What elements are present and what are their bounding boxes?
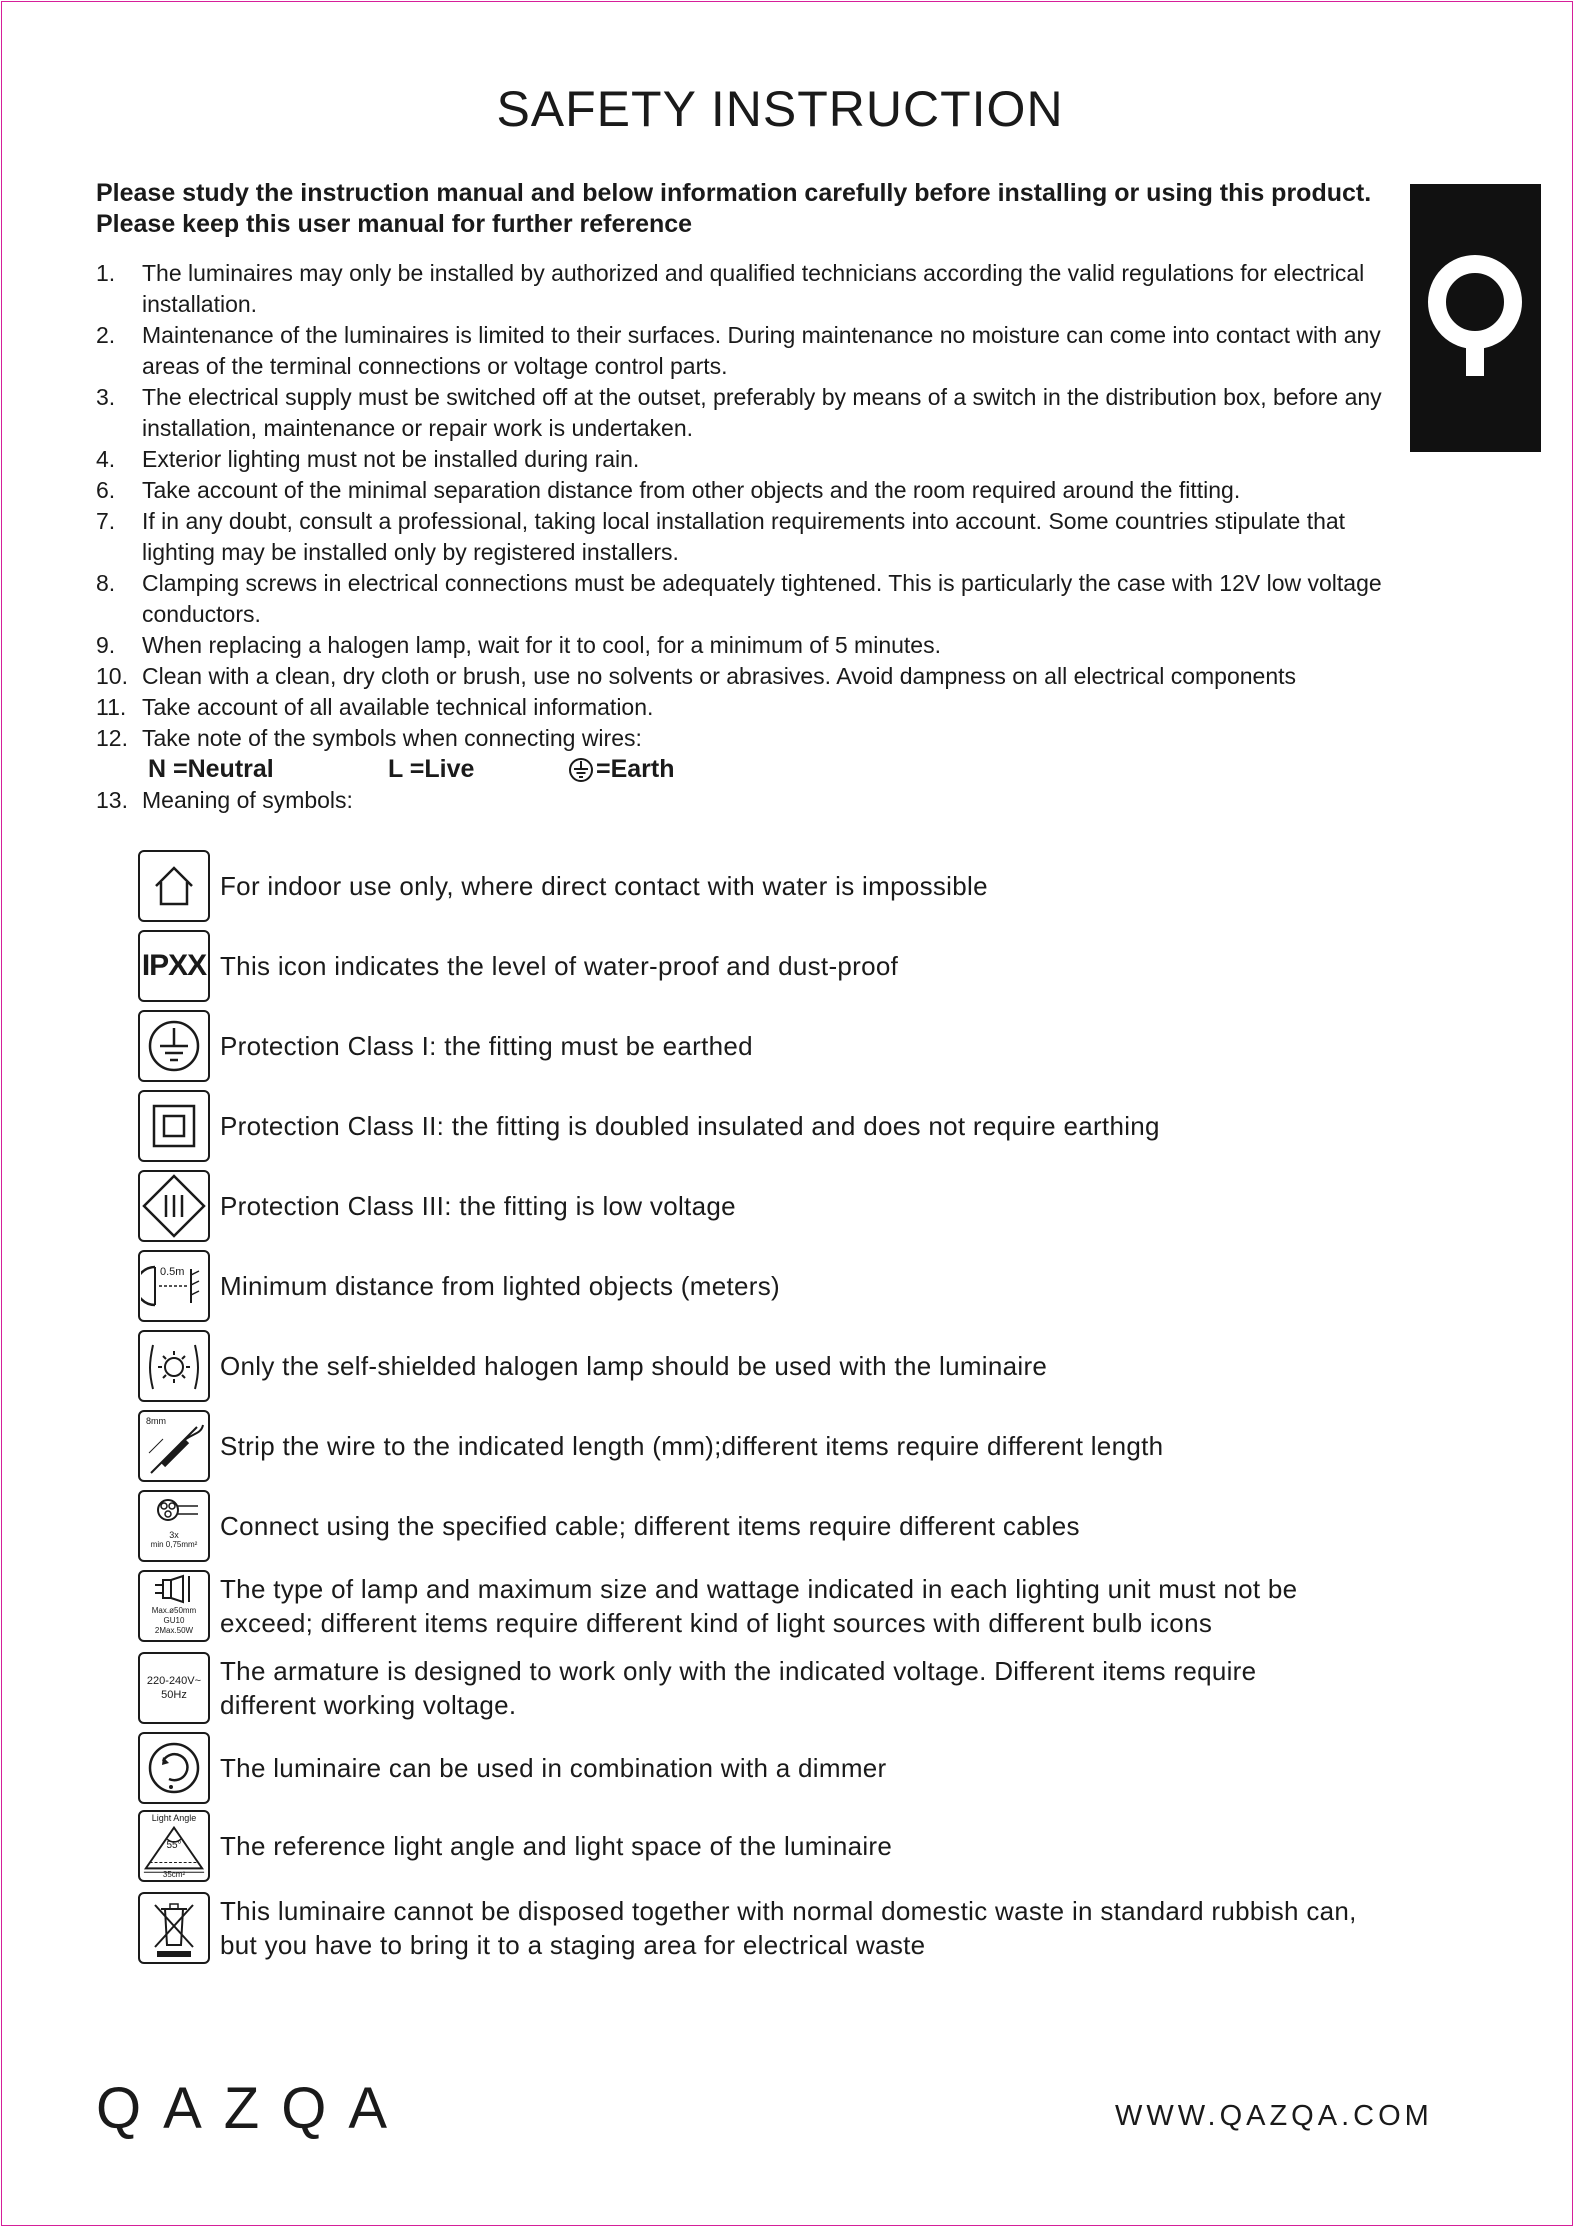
- item-number: 6.: [96, 477, 116, 503]
- list-item: [96, 723, 1416, 754]
- instruction-list: [96, 258, 1416, 816]
- item-text: Take account of the minimal separation distance from other objects and the room required around the fitting.: [142, 477, 1241, 503]
- wire-symbols: [148, 754, 1416, 785]
- cable-count-label: 3x: [169, 1530, 179, 1540]
- symbol-row: [138, 1330, 1047, 1402]
- item-text: Maintenance of the luminaires is limited to their surfaces. During maintenance no moisture can come into contact with any areas of the terminal connections or voltage control parts.: [142, 322, 1381, 379]
- lamp-type-label: GU10: [163, 1616, 185, 1625]
- symbol-row: [138, 850, 988, 922]
- brand-q-icon: [1410, 184, 1541, 452]
- item-number: 13.: [96, 787, 128, 813]
- page-title: SAFETY INSTRUCTION: [496, 81, 1064, 137]
- earth-symbol-icon: [568, 757, 594, 783]
- wire-strip-icon: [138, 1410, 210, 1482]
- item-text: If in any doubt, consult a professional, taking local installation requirements into account. Some countries stipulate that lighting may be installed only by registered installers.: [142, 508, 1346, 565]
- list-item: [96, 475, 1416, 506]
- symbol-description: Minimum distance from lighted objects (meters): [220, 1271, 780, 1301]
- ipxx-icon: [138, 930, 210, 1002]
- symbol-row: [138, 1892, 1380, 1964]
- symbol-row: [138, 1010, 753, 1082]
- item-number: 11.: [96, 694, 127, 720]
- symbol-description: For indoor use only, where direct contact with water is impossible: [220, 871, 988, 901]
- item-number: 9.: [96, 632, 116, 658]
- list-item: [96, 630, 1416, 661]
- symbol-row: [138, 1250, 780, 1322]
- live-label: L =Live: [388, 755, 475, 783]
- item-text: Clamping screws in electrical connections must be adequately tightened. This is particularly the case with 12V low voltage conductors.: [142, 570, 1382, 627]
- lamp-wattage-label: 2Max.50W: [154, 1626, 194, 1635]
- item-text: The luminaires may only be installed by authorized and qualified technicians according the valid regulations for electrical installation.: [142, 260, 1365, 317]
- symbol-description: This icon indicates the level of water-proof and dust-proof: [220, 951, 899, 981]
- symbol-row: [138, 1490, 1080, 1562]
- item-number: 1.: [96, 260, 116, 286]
- halogen-lamp-icon: [138, 1330, 210, 1402]
- symbol-description: Protection Class II: the fitting is doubled insulated and does not require earthing: [220, 1111, 1160, 1141]
- distance-label: 0.5m: [160, 1266, 185, 1278]
- symbol-description: The armature is designed to work only with the indicated voltage. Different items require different working voltage.: [220, 1656, 1257, 1720]
- symbol-description: Protection Class I: the fitting must be earthed: [220, 1031, 753, 1061]
- double-square-icon: [138, 1090, 210, 1162]
- item-number: 3.: [96, 384, 116, 410]
- symbol-description: Only the self-shielded halogen lamp should be used with the luminaire: [220, 1351, 1048, 1381]
- item-number: 12.: [96, 725, 128, 751]
- qazqa-logo: QAZQA: [96, 2076, 410, 2141]
- voltage-label: 220-240V~: [146, 1675, 202, 1687]
- symbol-row: [138, 930, 898, 1002]
- item-text: Clean with a clean, dry cloth or brush, use no solvents or abrasives. Avoid dampness on all electrical components: [142, 663, 1297, 689]
- angle-value: 55°: [166, 1840, 182, 1851]
- list-item: [96, 785, 1416, 816]
- symbol-description: Connect using the specified cable; different items require different cables: [220, 1511, 1080, 1541]
- symbol-row: [138, 1570, 1340, 1642]
- list-item: [96, 320, 1416, 382]
- item-number: 4.: [96, 446, 116, 472]
- symbol-row: [138, 1732, 887, 1804]
- strip-length-label: 8mm: [146, 1416, 166, 1426]
- symbol-row: [138, 1810, 892, 1882]
- item-text: When replacing a halogen lamp, wait for it to cool, for a minimum of 5 minutes.: [142, 632, 941, 658]
- item-number: 8.: [96, 570, 116, 596]
- symbol-row: [138, 1410, 1163, 1482]
- symbol-row: [138, 1652, 1340, 1724]
- house-icon: [138, 850, 210, 922]
- distance-icon: [138, 1250, 210, 1322]
- list-item: [96, 506, 1416, 568]
- light-angle-title: Light Angle: [151, 1813, 197, 1823]
- symbol-row: [138, 1170, 736, 1242]
- frequency-label: 50Hz: [161, 1689, 187, 1701]
- item-text: Meaning of symbols:: [142, 787, 353, 813]
- light-space-value: 35cm²: [162, 1870, 186, 1879]
- neutral-label: N =Neutral: [148, 755, 274, 783]
- diamond-iii-icon: [138, 1170, 210, 1242]
- light-angle-icon: [138, 1810, 210, 1882]
- item-text: The electrical supply must be switched off at the outset, preferably by means of a switch in the distribution box, before any installation, maintenance or repair work is undertaken.: [142, 384, 1382, 441]
- list-item: [96, 568, 1416, 630]
- cable-size-label: min 0,75mm²: [150, 1540, 198, 1549]
- list-item: [96, 258, 1416, 320]
- list-item: [96, 382, 1416, 444]
- list-item: [96, 692, 1416, 723]
- symbol-description: This luminaire cannot be disposed together with normal domestic waste in standard rubbish can, but you have to bring it to a staging area for electrical waste: [220, 1896, 1357, 1960]
- item-text: Take account of all available technical information.: [142, 694, 654, 720]
- item-number: 2.: [96, 322, 116, 348]
- list-item: [96, 661, 1416, 692]
- item-text: Take note of the symbols when connecting wires:: [142, 725, 642, 751]
- list-item: [96, 444, 1416, 475]
- intro-text: Please study the instruction manual and below information carefully before installing or using this product. Please keep this user manual for further reference: [96, 179, 1372, 238]
- symbol-row: [138, 1090, 1160, 1162]
- voltage-icon: [138, 1652, 210, 1724]
- symbol-description: The type of lamp and maximum size and wattage indicated in each lighting unit must not be exceed; different items require different kind of light sources with different bulb icons: [220, 1574, 1298, 1638]
- lamp-type-icon: [138, 1570, 210, 1642]
- lamp-size-label: Max.ø50mm: [151, 1606, 197, 1615]
- item-text: Exterior lighting must not be installed during rain.: [142, 446, 640, 472]
- weee-bin-icon: [138, 1892, 210, 1964]
- symbol-description: The luminaire can be used in combination with a dimmer: [220, 1753, 887, 1783]
- ipxx-label: IPXX: [141, 949, 207, 982]
- website-url: WWW.QAZQA.COM: [1115, 2100, 1433, 2132]
- item-number: 10.: [96, 663, 128, 689]
- item-number: 7.: [96, 508, 116, 534]
- symbol-description: The reference light angle and light space of the luminaire: [220, 1831, 893, 1861]
- symbol-description: Strip the wire to the indicated length (mm);different items require different length: [220, 1431, 1164, 1461]
- dimmer-icon: [138, 1732, 210, 1804]
- cable-icon: [138, 1490, 210, 1562]
- earth-icon: [138, 1010, 210, 1082]
- brand-badge: [1410, 184, 1541, 452]
- symbol-description: Protection Class III: the fitting is low voltage: [220, 1191, 736, 1221]
- earth-label: =Earth: [596, 755, 675, 783]
